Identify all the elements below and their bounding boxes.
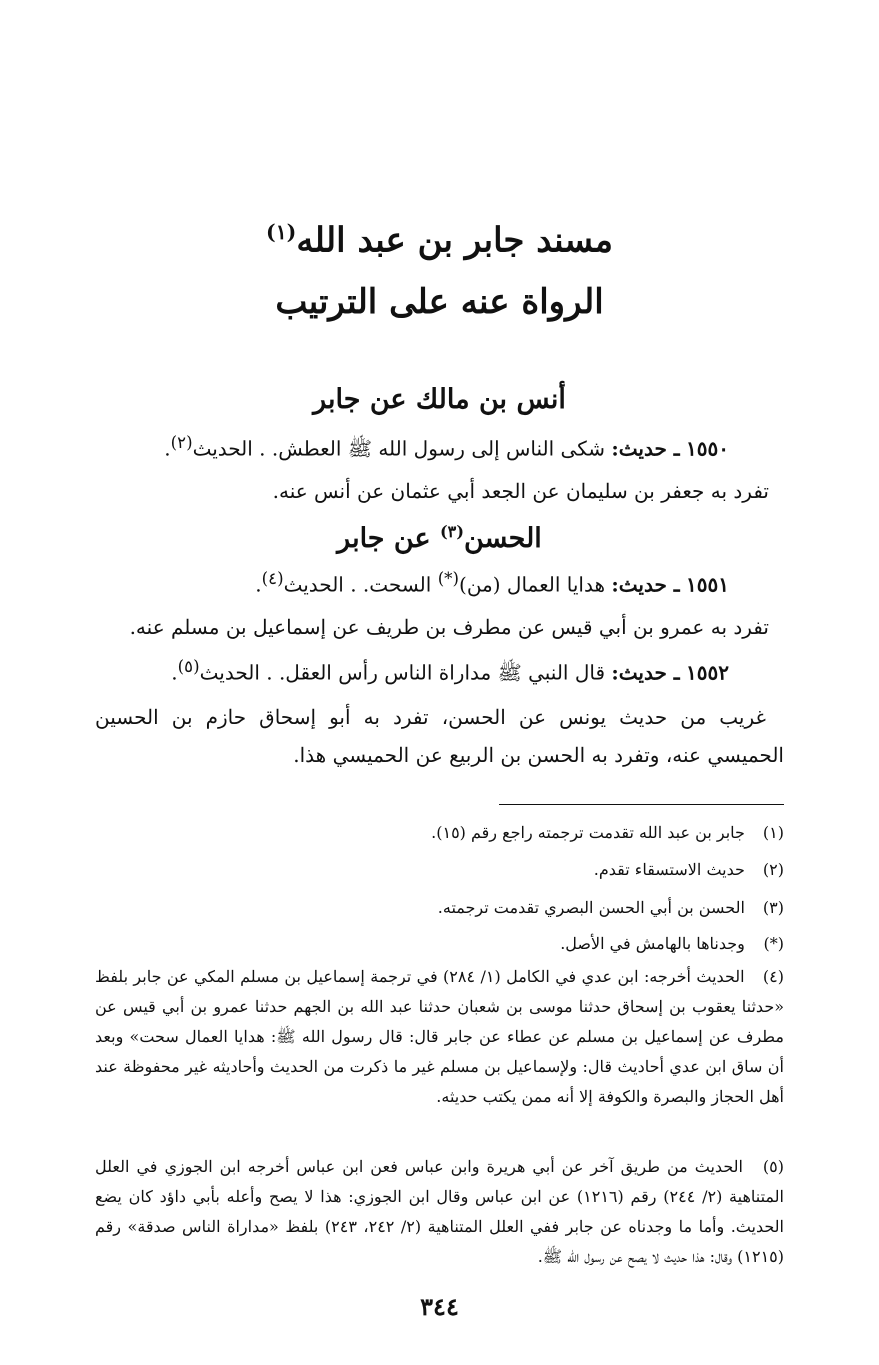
page-title (0, 220, 879, 261)
hadith-end: . (255, 572, 262, 597)
footnote-number: (١) (762, 823, 784, 842)
hadith-label: ـ حديث: (611, 436, 680, 461)
section-heading-anas: أنس بن مالك عن جابر (313, 384, 566, 415)
page-subtitle: الرواة عنه على الترتيب (275, 282, 604, 322)
title-text: مسند جابر بن عبد الله (296, 220, 613, 261)
heading-footnote-ref: (٣) (439, 522, 465, 541)
footnote-ref: (٤) (261, 569, 284, 588)
hadith-number: ١٥٥١ (686, 572, 729, 597)
footnote-star (95, 929, 784, 959)
footnote-5 (95, 1152, 784, 1272)
hadith-1550 (95, 432, 729, 462)
hadith-text-2: السحت. . الحديث (283, 572, 438, 597)
footnote-ref: (*) (437, 569, 460, 588)
footnote-divider (499, 804, 784, 805)
footnote-text: وجدناها بالهامش في الأصل. (560, 934, 745, 953)
footnote-text: حديث الاستسقاء تقدم. (593, 860, 745, 879)
remark-3: غريب من حديث يونس عن الحسن، تفرد به أبو إسحاق حازم بن الحسين الحميسي عنه، وتفرد به الحسن بن الربيع عن الحميسي هذا. (95, 705, 784, 767)
hadith-1551 (95, 568, 729, 598)
footnote-1 (95, 818, 784, 848)
footnote-number: (٥) (762, 1157, 784, 1176)
footnote-text: جابر بن عبد الله تقدمت ترجمته راجع رقم (١٥). (431, 823, 745, 842)
hadith-label: ـ حديث: (611, 572, 680, 597)
page-number: ٣٤٤ (420, 1292, 459, 1321)
heading-text-rest: عن جابر (337, 523, 440, 554)
footnote-2 (95, 855, 784, 885)
hadith-text: هدايا العمال (من) (459, 572, 606, 597)
hadith-1552 (95, 656, 729, 686)
footnote-number: (٣) (762, 898, 784, 917)
footnote-3 (95, 893, 784, 923)
hadith-end: . (164, 436, 171, 461)
hadith-end: . (171, 660, 178, 685)
title-footnote-ref: (١) (266, 220, 297, 244)
footnote-text: الحديث أخرجه: ابن عدي في الكامل (١/ ٢٨٤) في ترجمة إسماعيل بن مسلم المكي عن جابر بلفظ «حدثنا يعقوب بن إسحاق حدثنا موسى بن شعبان حدثنا عبد الله بن الجهم حدثنا عمرو بن أبي قيس عن مطرف عن إسماعيل بن مسلم عن عطاء عن جابر قال: قال رسول الله ﷺ: هدايا العمال سحت» وبعد أن ساق ابن عدي أحاديث قال: ولإسماعيل بن مسلم غير ما ذكرت من الحديث وأحاديثه غير محفوظة عند أهل الحجاز والبصرة والكوفة إلا أنه ممن يكتب حديثه. (95, 967, 784, 1106)
footnote-number: (*) (763, 934, 784, 953)
remark-2: تفرد به عمرو بن أبي قيس عن مطرف بن طريف عن إسماعيل بن مسلم عنه. (129, 615, 769, 639)
hadith-number: ١٥٥٢ (686, 660, 729, 685)
hadith-number: ١٥٥٠ (686, 436, 729, 461)
footnote-ref: (٢) (170, 433, 193, 452)
footnote-number: (٢) (762, 860, 784, 879)
footnote-text: الحديث من طريق آخر عن أبي هريرة وابن عباس فعن ابن عباس أخرجه ابن الجوزي في العلل المتناهية (٢/ ٢٤٤) رقم (١٢١٦) عن ابن عباس وقال ابن الجوزي: هذا لا يصح وأعله بأبي داؤد كان يضع الحديث. وأما ما وجدناه عن جابر ففي العلل المتناهية (٢/ ٢٤٢، ٢٤٣) بلفظ «مداراة الناس صدقة» رقم (١٢١٥) وقال: هذا حديث لا يصح عن رسول الله ﷺ. (95, 1157, 785, 1266)
footnote-4 (95, 962, 784, 1112)
footnote-number: (٤) (762, 967, 784, 986)
hadith-text: شكى الناس إلى رسول الله ﷺ العطش. . الحديث (192, 436, 606, 461)
hadith-label: ـ حديث: (611, 660, 680, 685)
remark-1: تفرد به جعفر بن سليمان عن الجعد أبي عثمان عن أنس عنه. (272, 479, 769, 503)
section-heading-hasan (0, 522, 879, 554)
footnote-text: الحسن بن أبي الحسن البصري تقدمت ترجمته. (437, 898, 745, 917)
footnote-ref: (٥) (177, 657, 200, 676)
hadith-text: قال النبي ﷺ مداراة الناس رأس العقل. . الحديث (199, 660, 606, 685)
heading-text: الحسن (464, 523, 542, 554)
